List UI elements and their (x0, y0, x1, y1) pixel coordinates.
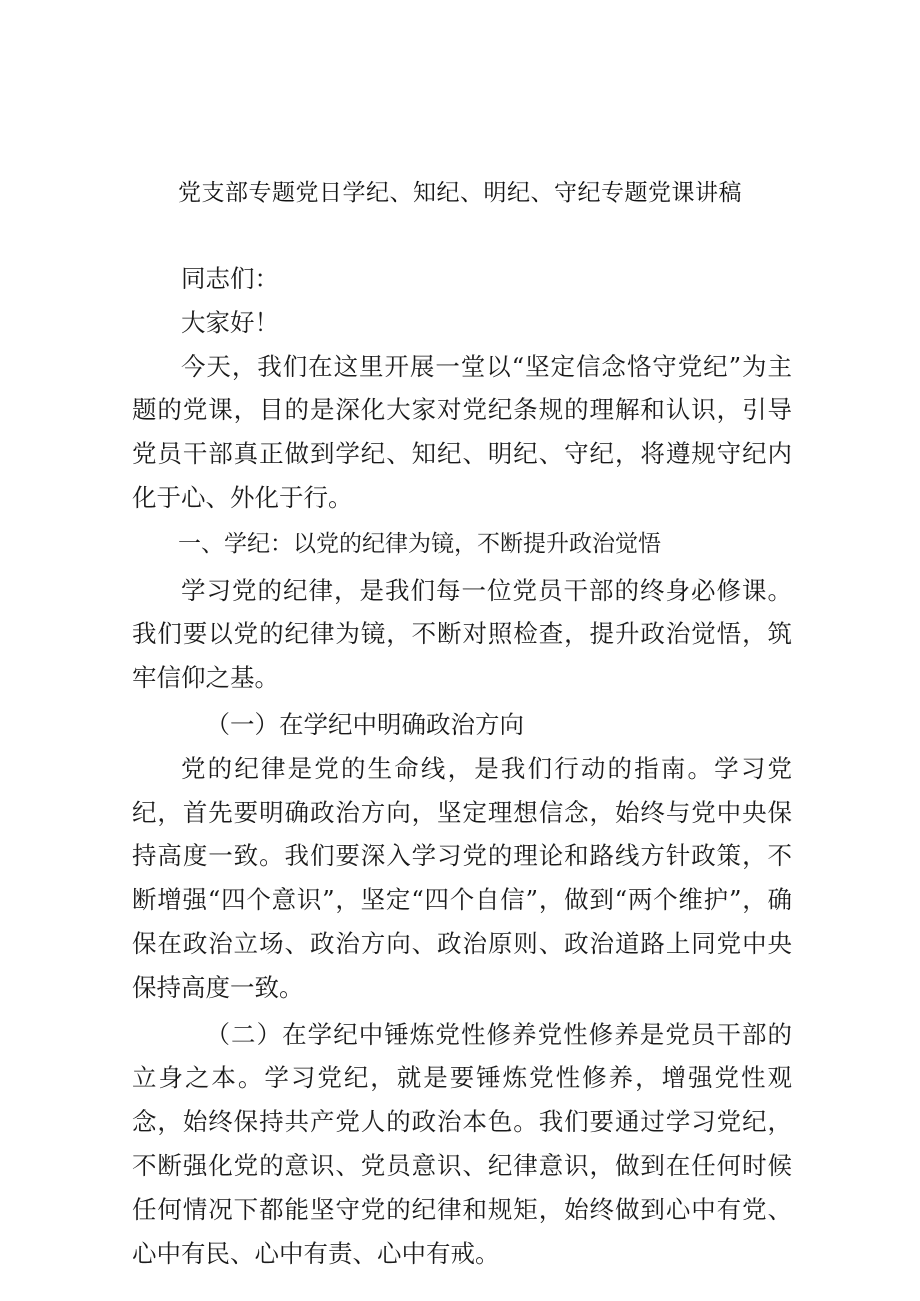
salutation: 同志们： (181, 264, 279, 293)
intro-paragraph: 今天，我们在这里开展一堂以“坚定信念恪守党纪”为主题的党课，目的是深化大家对党纪条规的理解和认识，引导党员干部真正做到学纪、知纪、明纪、守纪，将遵规守纪内化于心、外化于行。 (132, 351, 792, 512)
section-heading-1: 一、学纪：以党的纪律为镜，不断提升政治觉悟 (178, 530, 661, 557)
greeting: 大家好！ (181, 307, 279, 337)
document-title: 党支部专题党日学纪、知纪、明纪、守纪专题党课讲稿 (178, 180, 742, 206)
subsection-heading-1: （一）在学纪中明确政治方向 (205, 709, 524, 739)
document-body (132, 257, 792, 1275)
subsection-1-paragraph: 党的纪律是党的生命线，是我们行动的指南。学习党纪，首先要明确政治方向，坚定理想信念，始终与党中央保持高度一致。我们要深入学习党的理论和路线方针政策，不断增强“四个意识”，坚定“四个自信”，做到“两个维护”，确保在政治立场、政治方向、政治原则、政治道路上同党中央保持高度一致。 (132, 753, 792, 1002)
section-1-paragraph: 学习党的纪律，是我们每一位党员干部的终身必修课。我们要以党的纪律为镜，不断对照检查，提升政治觉悟，筑牢信仰之基。 (132, 575, 792, 693)
subsection-2-paragraph: （二）在学纪中锤炼党性修养党性修养是党员干部的立身之本。学习党纪，就是要锤炼党性修养，增强党性观念，始终保持共产党人的政治本色。我们要通过学习党纪，不断强化党的意识、党员意识、纪律意识，做到在任何时候任何情况下都能坚守党的纪律和规矩，始终做到心中有党、心中有民、心中有责、心中有戒。 (132, 1019, 792, 1268)
